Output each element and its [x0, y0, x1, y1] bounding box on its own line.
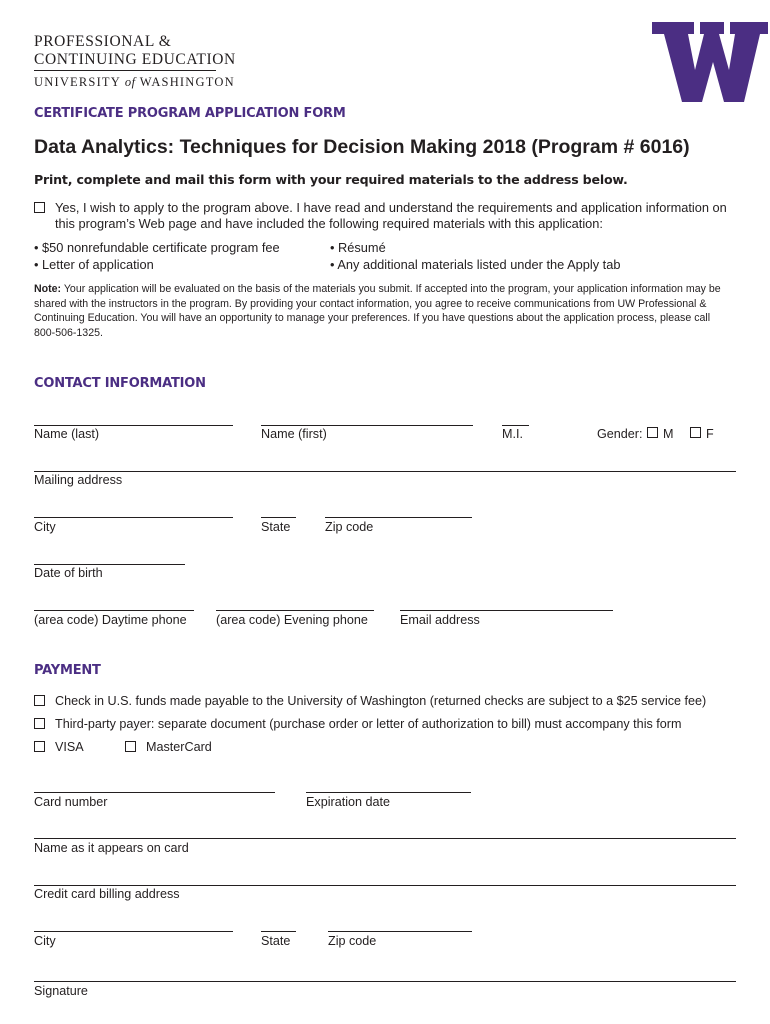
- city-label: City: [34, 520, 56, 534]
- contact-heading: CONTACT INFORMATION: [34, 376, 206, 391]
- name-last-line[interactable]: [34, 425, 233, 426]
- email-line[interactable]: [400, 610, 613, 611]
- dob-line[interactable]: [34, 564, 185, 565]
- gender-m-checkbox[interactable]: [647, 427, 658, 438]
- bullet-text: Letter of application: [42, 257, 154, 272]
- third-party-label: Third-party payer: separate document (purchase order or letter of authorization to bill) must accompany this form: [55, 717, 682, 731]
- gender-f-checkbox[interactable]: [690, 427, 701, 438]
- page-title: Data Analytics: Techniques for Decision Making 2018 (Program # 6016): [34, 136, 690, 158]
- note-label: Note:: [34, 283, 62, 295]
- bullet-right-1: • Résumé: [330, 240, 386, 255]
- payment-heading: PAYMENT: [34, 663, 101, 678]
- card-number-label: Card number: [34, 795, 108, 809]
- check-label: Check in U.S. funds made payable to the University of Washington (returned checks are subject to a $25 service fee): [55, 694, 707, 708]
- bullet-left-2: • Letter of application: [34, 257, 154, 272]
- bullet-text: Résumé: [338, 240, 386, 255]
- billing-state-label: State: [261, 934, 291, 948]
- mi-line[interactable]: [502, 425, 529, 426]
- mailing-address-label: Mailing address: [34, 473, 123, 487]
- state-line[interactable]: [261, 517, 296, 518]
- univ-part2: WASHINGTON: [139, 75, 235, 89]
- billing-zip-label: Zip code: [328, 934, 377, 948]
- university-name: [34, 75, 235, 90]
- third-party-checkbox[interactable]: [34, 718, 45, 729]
- bullet-left-1: • $50 nonrefundable certificate program fee: [34, 240, 280, 255]
- billing-city-line[interactable]: [34, 931, 233, 932]
- check-checkbox[interactable]: [34, 695, 45, 706]
- zip-line[interactable]: [325, 517, 472, 518]
- form-subtitle: Print, complete and mail this form with your required materials to the address below.: [34, 172, 628, 187]
- name-first-label: Name (first): [261, 427, 327, 441]
- org-name-line1: PROFESSIONAL &: [34, 33, 172, 50]
- gender-m-label: M: [663, 427, 674, 441]
- email-label: Email address: [400, 613, 480, 627]
- billing-city-label: City: [34, 934, 56, 948]
- card-number-line[interactable]: [34, 792, 275, 793]
- note-paragraph: [34, 282, 734, 340]
- name-first-line[interactable]: [261, 425, 473, 426]
- univ-of: of: [124, 75, 136, 89]
- bullet-right-2: • Any additional materials listed under the Apply tab: [330, 257, 621, 272]
- city-line[interactable]: [34, 517, 233, 518]
- name-last-label: Name (last): [34, 427, 100, 441]
- billing-zip-line[interactable]: [328, 931, 472, 932]
- dob-label: Date of birth: [34, 566, 103, 580]
- bullet-text: Any additional materials listed under the Apply tab: [337, 257, 621, 272]
- mastercard-label: MasterCard: [146, 740, 212, 754]
- visa-checkbox[interactable]: [34, 741, 45, 752]
- expiration-line[interactable]: [306, 792, 471, 793]
- expiration-label: Expiration date: [306, 795, 391, 809]
- day-phone-line[interactable]: [34, 610, 194, 611]
- mastercard-checkbox[interactable]: [125, 741, 136, 752]
- bullet-text: $50 nonrefundable certificate program fee: [42, 240, 280, 255]
- zip-label: Zip code: [325, 520, 374, 534]
- univ-part1: UNIVERSITY: [34, 75, 121, 89]
- eve-phone-line[interactable]: [216, 610, 374, 611]
- gender-label: Gender:: [597, 427, 643, 441]
- name-on-card-label: Name as it appears on card: [34, 841, 189, 855]
- billing-state-line[interactable]: [261, 931, 296, 932]
- visa-label: VISA: [55, 740, 84, 754]
- mailing-address-line[interactable]: [34, 471, 736, 472]
- gender-f-label: F: [706, 427, 714, 441]
- name-on-card-line[interactable]: [34, 838, 736, 839]
- mi-label: M.I.: [502, 427, 523, 441]
- uw-w-logo-icon: [650, 20, 770, 104]
- note-text: Your application will be evaluated on the basis of the materials you submit. If accepted into the program, your application information may be shared with the instructors in the program. By providing your contact information, you agree to receive communications from UW Professional & Continuing Education. You will have an opportunity to manage your preferences. If you have questions about the application process, please call 800-506-1325.: [34, 283, 721, 339]
- state-label: State: [261, 520, 291, 534]
- agreement-checkbox[interactable]: [34, 202, 45, 213]
- eve-phone-label: (area code) Evening phone: [216, 613, 368, 627]
- day-phone-label: (area code) Daytime phone: [34, 613, 187, 627]
- org-name-line2: CONTINUING EDUCATION: [34, 51, 236, 68]
- signature-label: Signature: [34, 984, 88, 998]
- agreement-text: Yes, I wish to apply to the program above. I have read and understand the requirements and application information on this program’s Web page and have included the following required materials with this application:: [55, 200, 727, 231]
- billing-address-line[interactable]: [34, 885, 736, 886]
- header-divider: [34, 70, 216, 71]
- form-section-label: CERTIFICATE PROGRAM APPLICATION FORM: [34, 106, 346, 121]
- signature-line[interactable]: [34, 981, 736, 982]
- billing-address-label: Credit card billing address: [34, 887, 180, 901]
